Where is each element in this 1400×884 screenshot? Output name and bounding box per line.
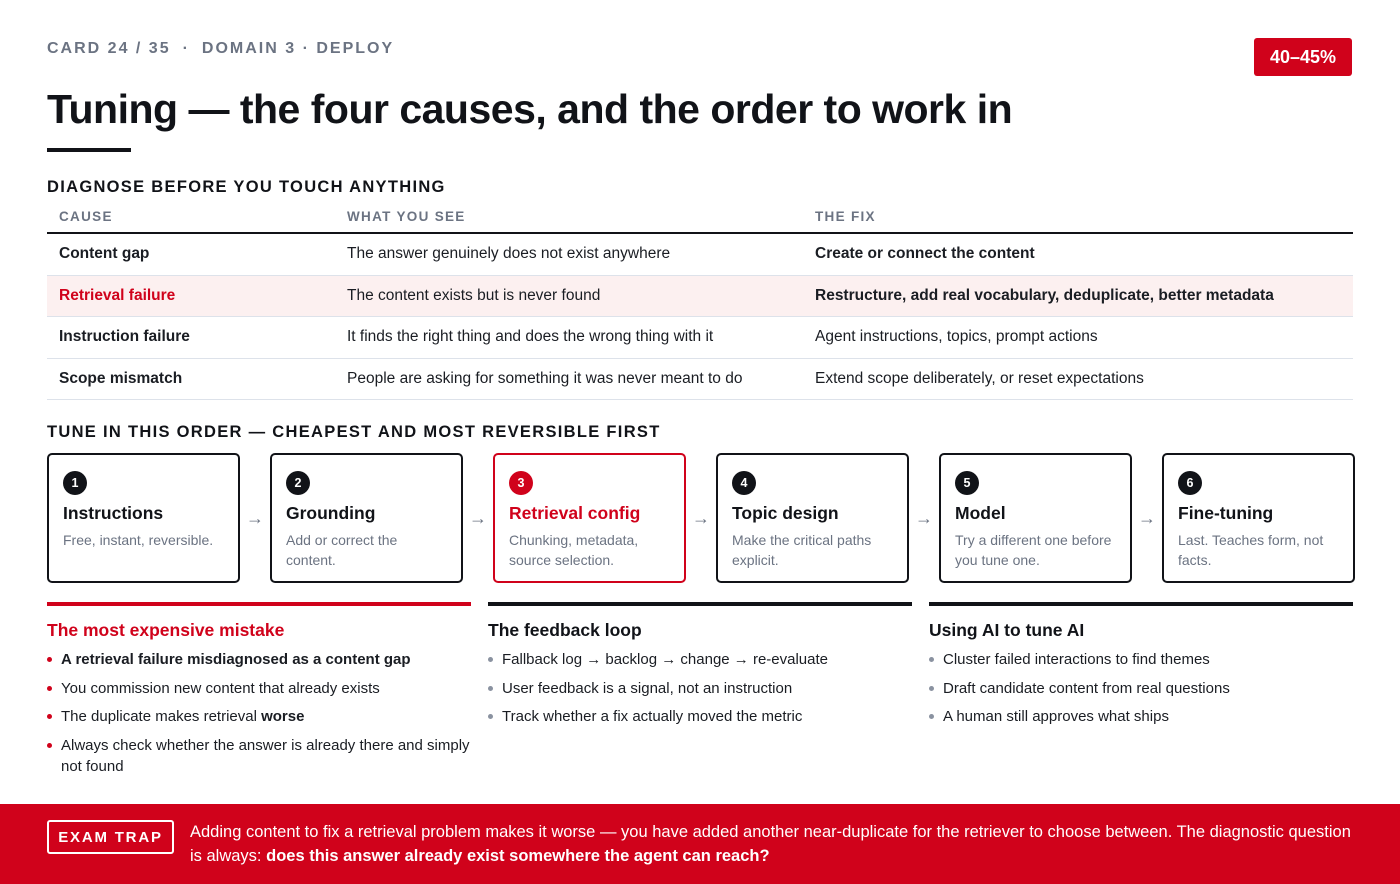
arrow-right-icon: → <box>469 507 487 528</box>
step-number: 4 <box>732 471 756 495</box>
step-name: Topic design <box>732 503 839 523</box>
step-description: Add or correct the content. <box>286 532 398 568</box>
order-heading: TUNE IN THIS ORDER — CHEAPEST AND MOST REVERSIBLE FIRST <box>47 423 661 441</box>
column-header-the-fix: THE FIX <box>815 208 876 224</box>
fix-cell: Restructure, add real vocabulary, deduplicate, better metadata <box>815 286 1274 304</box>
trap-body: Adding content to fix a retrieval problem makes it worse — you have added another near-duplicate for the retriever to choose between. The diagnostic question is always: <box>190 823 1351 865</box>
step-description: Make the critical paths explicit. <box>732 532 872 568</box>
step-number: 3 <box>509 471 533 495</box>
mistake-list <box>47 649 471 777</box>
cause-cell: Content gap <box>59 245 150 263</box>
step-name: Model <box>955 503 1006 523</box>
card-eyebrow <box>47 40 394 58</box>
column-header-what-you-see: WHAT YOU SEE <box>347 208 466 224</box>
step-number: 6 <box>1178 471 1202 495</box>
symptom-cell: The content exists but is never found <box>347 286 601 304</box>
mistake-column <box>47 602 471 784</box>
list-item: Fallback log → backlog → change → re-evaluate <box>488 649 912 670</box>
ai-tune-title: Using AI to tune AI <box>929 620 1085 640</box>
column-rule <box>47 602 471 606</box>
step-retrieval-config <box>493 453 686 583</box>
step-model <box>939 453 1132 583</box>
table-row-highlighted <box>47 276 1353 318</box>
step-name: Grounding <box>286 503 376 523</box>
table-row <box>47 359 1353 401</box>
trap-question: does this answer already exist somewhere the agent can reach? <box>266 847 770 865</box>
list-item: Track whether a fix actually moved the metric <box>488 706 912 727</box>
exam-trap-text <box>190 820 1360 868</box>
column-header-cause: CAUSE <box>59 208 113 224</box>
duplicate-emphasis: worse <box>261 708 305 725</box>
duplicate-text: The duplicate makes retrieval <box>61 708 262 725</box>
list-item: User feedback is a signal, not an instruction <box>488 678 912 699</box>
mistake-title: The most expensive mistake <box>47 620 285 640</box>
tuning-steps <box>47 453 1355 583</box>
list-item: A retrieval failure misdiagnosed as a content gap <box>47 649 471 670</box>
step-description: Last. Teaches form, not facts. <box>1178 532 1324 568</box>
step-number: 1 <box>63 471 87 495</box>
arrow-right-icon: → <box>915 507 933 528</box>
diagnose-table <box>47 200 1353 400</box>
title-underline <box>47 148 131 152</box>
step-grounding <box>270 453 463 583</box>
list-item <box>47 706 471 727</box>
step-fine-tuning <box>1162 453 1355 583</box>
cause-cell: Retrieval failure <box>59 286 176 304</box>
fix-cell: Agent instructions, topics, prompt actions <box>815 328 1098 346</box>
feedback-list <box>488 649 912 727</box>
list-item: Always check whether the answer is already there and simply not found <box>47 735 471 777</box>
card-number: CARD 24 / 35 <box>47 40 171 57</box>
step-topic-design <box>716 453 909 583</box>
cause-cell: Instruction failure <box>59 328 190 346</box>
feedback-title: The feedback loop <box>488 620 642 640</box>
list-item: You commission new content that already exists <box>47 678 471 699</box>
step-name: Retrieval config <box>509 503 641 523</box>
diagnose-heading: DIAGNOSE BEFORE YOU TOUCH ANYTHING <box>47 178 446 196</box>
list-item: Cluster failed interactions to find themes <box>929 649 1353 670</box>
column-rule <box>488 602 912 606</box>
symptom-cell: The answer genuinely does not exist anywhere <box>347 245 671 263</box>
step-number: 2 <box>286 471 310 495</box>
step-name: Fine-tuning <box>1178 503 1274 523</box>
table-row <box>47 234 1353 276</box>
column-rule <box>929 602 1353 606</box>
symptom-cell: People are asking for something it was never meant to do <box>347 369 743 387</box>
arrow-right-icon: → <box>246 507 264 528</box>
table-header <box>47 200 1353 234</box>
step-description: Try a different one before you tune one. <box>955 532 1112 568</box>
eyebrow-separator: · <box>182 40 190 57</box>
page-title: Tuning — the four causes, and the order to work in <box>47 86 1013 132</box>
exam-trap-label: EXAM TRAP <box>47 820 174 854</box>
list-item: Draft candidate content from real questions <box>929 678 1353 699</box>
table-row <box>47 317 1353 359</box>
fix-cell: Extend scope deliberately, or reset expectations <box>815 369 1144 387</box>
step-description: Free, instant, reversible. <box>63 532 214 548</box>
step-instructions <box>47 453 240 583</box>
exam-trap-banner <box>0 804 1400 884</box>
ai-tune-list <box>929 649 1353 727</box>
step-name: Instructions <box>63 503 164 523</box>
arrow-right-icon: → <box>1138 507 1156 528</box>
weight-badge: 40–45% <box>1254 38 1352 76</box>
list-item: A human still approves what ships <box>929 706 1353 727</box>
step-description: Chunking, metadata, source selection. <box>509 532 639 568</box>
arrow-right-icon: → <box>692 507 710 528</box>
step-number: 5 <box>955 471 979 495</box>
cause-cell: Scope mismatch <box>59 369 183 387</box>
domain-label: DOMAIN 3 · DEPLOY <box>201 40 395 57</box>
ai-tune-column <box>929 602 1353 735</box>
symptom-cell: It finds the right thing and does the wrong thing with it <box>347 328 714 346</box>
feedback-column <box>488 602 912 735</box>
fix-cell: Create or connect the content <box>815 245 1035 263</box>
